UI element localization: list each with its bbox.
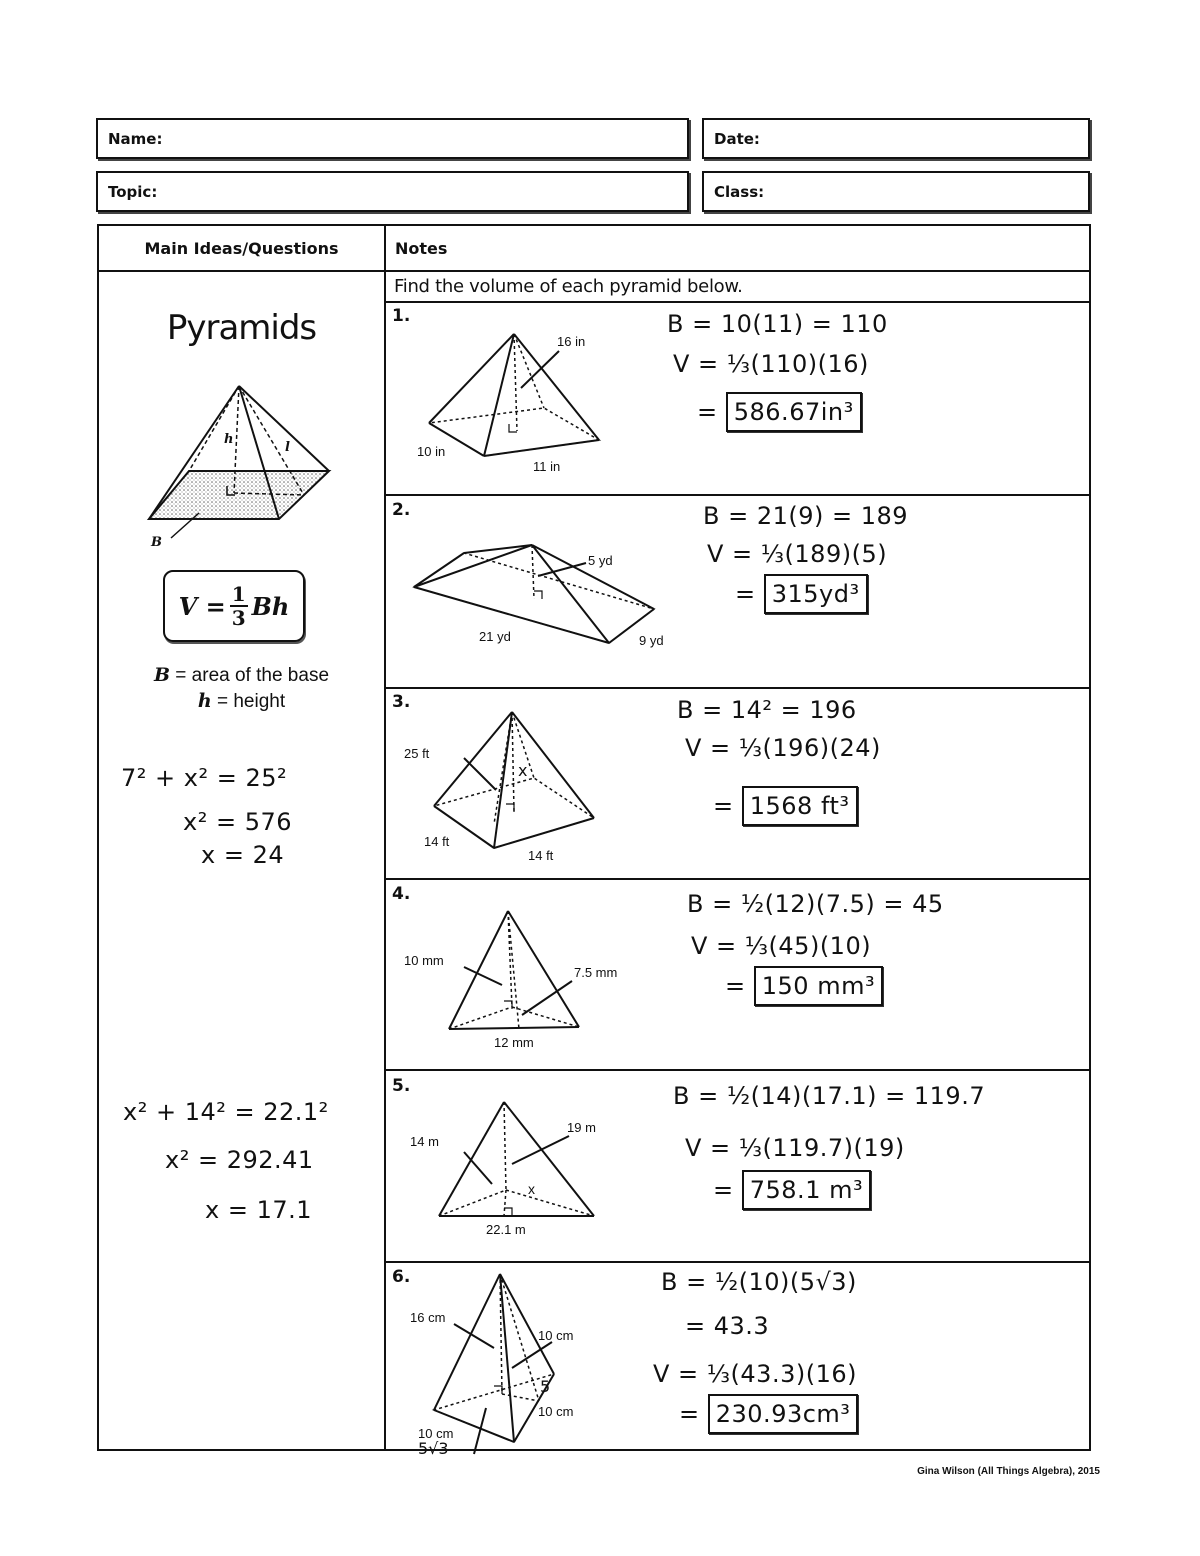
problem-number: 1. — [392, 306, 411, 326]
answer-row — [713, 786, 858, 826]
def-h — [99, 690, 384, 713]
problem-work-line: B = 21(9) = 189 — [703, 502, 909, 530]
problem-work-line: B = ½(12)(7.5) = 45 — [687, 890, 944, 918]
equals-sign: = — [679, 1400, 700, 1428]
problem-number: 6. — [392, 1267, 411, 1287]
notes-table — [97, 224, 1091, 1456]
formula-rhs: Bh — [251, 591, 290, 621]
topic-label: Topic: — [108, 182, 158, 201]
problem-1-figure — [409, 316, 629, 486]
fig-label: x — [528, 1181, 535, 1197]
problem-work-line: V = ⅓(45)(10) — [691, 932, 872, 960]
sidebar-work2-line: x² + 14² = 22.1² — [123, 1098, 329, 1126]
sidebar-work2-line: x = 17.1 — [205, 1196, 313, 1224]
equals-sign: = — [713, 792, 734, 820]
answer-row — [735, 574, 868, 614]
formula-lhs: V = — [178, 591, 226, 621]
column-divider — [384, 226, 386, 1449]
fig-label: x — [518, 761, 528, 780]
header-divider — [99, 270, 1089, 272]
fig-label: 10 cm — [538, 1404, 574, 1419]
formula-numerator: 1 — [231, 582, 246, 606]
row-divider — [384, 878, 1091, 880]
fig-l-label: l — [285, 440, 290, 455]
class-field[interactable] — [702, 171, 1090, 212]
fig-label: 14 ft — [528, 848, 554, 863]
problem-4-figure — [404, 901, 644, 1051]
sidebar-work1-line: x = 24 — [201, 841, 285, 869]
fig-label: 10 cm — [538, 1328, 574, 1343]
sidebar-work2-line: x² = 292.41 — [165, 1146, 314, 1174]
fig-label: 9 yd — [639, 633, 664, 648]
problem-work-line: V = ⅓(119.7)(19) — [685, 1134, 905, 1162]
problem-work-line: B = 14² = 196 — [677, 696, 857, 724]
row-divider — [384, 301, 1091, 303]
def-b — [99, 664, 384, 687]
volume-formula — [163, 570, 305, 642]
fig-label: 25 ft — [404, 746, 430, 761]
problem-number: 5. — [392, 1076, 411, 1096]
copyright-footer: Gina Wilson (All Things Algebra), 2015 — [917, 1466, 1100, 1477]
equals-sign: = — [697, 398, 718, 426]
equals-sign: = — [735, 580, 756, 608]
answer-row — [697, 392, 862, 432]
fig-label: 7.5 mm — [574, 965, 618, 980]
problem-work-line: V = ⅓(110)(16) — [673, 350, 869, 378]
row-divider — [384, 1261, 1091, 1263]
instruction-text: Find the volume of each pyramid below. — [394, 276, 743, 297]
answer-row — [725, 966, 883, 1006]
sidebar-work1-line: x² = 576 — [183, 808, 292, 836]
fig-label: 5 — [540, 1377, 551, 1396]
notes-heading: Notes — [395, 238, 448, 258]
fig-label: 14 m — [410, 1134, 439, 1149]
fig-label: 11 in — [533, 459, 561, 474]
fig-label: 10 mm — [404, 953, 444, 968]
fig-b-label: B — [151, 535, 162, 550]
problem-work-line: V = ⅓(43.3)(16) — [653, 1360, 857, 1388]
row-divider — [384, 494, 1091, 496]
answer-box: 586.67in³ — [726, 392, 862, 432]
reference-pyramid-figure — [139, 381, 339, 551]
answer-box: 150 mm³ — [754, 966, 883, 1006]
fig-label: 21 yd — [479, 629, 511, 644]
fig-label: 5 yd — [588, 553, 613, 568]
problem-work-line: V = ⅓(196)(24) — [685, 734, 881, 762]
problem-3-figure — [404, 706, 624, 866]
equals-sign: = — [725, 972, 746, 1000]
problem-number: 4. — [392, 884, 411, 904]
formula-fraction — [230, 583, 248, 629]
def-h-text: = height — [211, 691, 286, 712]
answer-box: 230.93cm³ — [708, 1394, 859, 1434]
answer-row — [713, 1170, 871, 1210]
date-label: Date: — [714, 129, 760, 148]
problem-work-line: B = 10(11) = 110 — [667, 310, 888, 338]
problem-work-line: V = ⅓(189)(5) — [707, 540, 888, 568]
formula-denominator: 3 — [231, 606, 246, 630]
problem-work-line: B = ½(10)(5√3) — [661, 1268, 857, 1296]
topic-title: Pyramids — [166, 308, 317, 348]
row-divider — [384, 687, 1091, 689]
def-b-symbol: B — [153, 664, 171, 686]
fig-label: 10 cm — [418, 1426, 454, 1441]
problem-number: 3. — [392, 692, 411, 712]
answer-box: 315yd³ — [764, 574, 868, 614]
fig-label: 16 cm — [410, 1310, 446, 1325]
answer-box: 758.1 m³ — [742, 1170, 871, 1210]
sidebar-work1-line: 7² + x² = 25² — [121, 764, 288, 792]
problem-6-figure — [404, 1266, 664, 1456]
class-label: Class: — [714, 182, 765, 201]
topic-field[interactable] — [96, 171, 689, 212]
date-field[interactable] — [702, 118, 1090, 159]
fig-label: 19 m — [567, 1120, 596, 1135]
def-b-text: = area of the base — [170, 665, 330, 686]
fig-label: 10 in — [417, 444, 446, 459]
problem-2-figure — [404, 531, 694, 661]
answer-box: 1568 ft³ — [742, 786, 858, 826]
name-field[interactable] — [96, 118, 689, 159]
fig-label: 16 in — [557, 334, 586, 349]
row-divider — [384, 1069, 1091, 1071]
problem-work-line: = 43.3 — [685, 1312, 770, 1340]
def-h-symbol: h — [197, 690, 212, 712]
name-label: Name: — [108, 129, 163, 148]
fig-label: 5√3 — [418, 1439, 449, 1456]
fig-label: 14 ft — [424, 834, 450, 849]
problem-number: 2. — [392, 500, 411, 520]
problem-5-figure — [404, 1094, 644, 1244]
fig-label: 12 mm — [494, 1035, 534, 1050]
problem-work-line: B = ½(14)(17.1) = 119.7 — [673, 1082, 986, 1110]
main-ideas-heading: Main Ideas/Questions — [144, 238, 339, 258]
equals-sign: = — [713, 1176, 734, 1204]
fig-h-label: h — [224, 432, 234, 447]
answer-row — [679, 1394, 858, 1434]
fig-label: 22.1 m — [486, 1222, 526, 1237]
